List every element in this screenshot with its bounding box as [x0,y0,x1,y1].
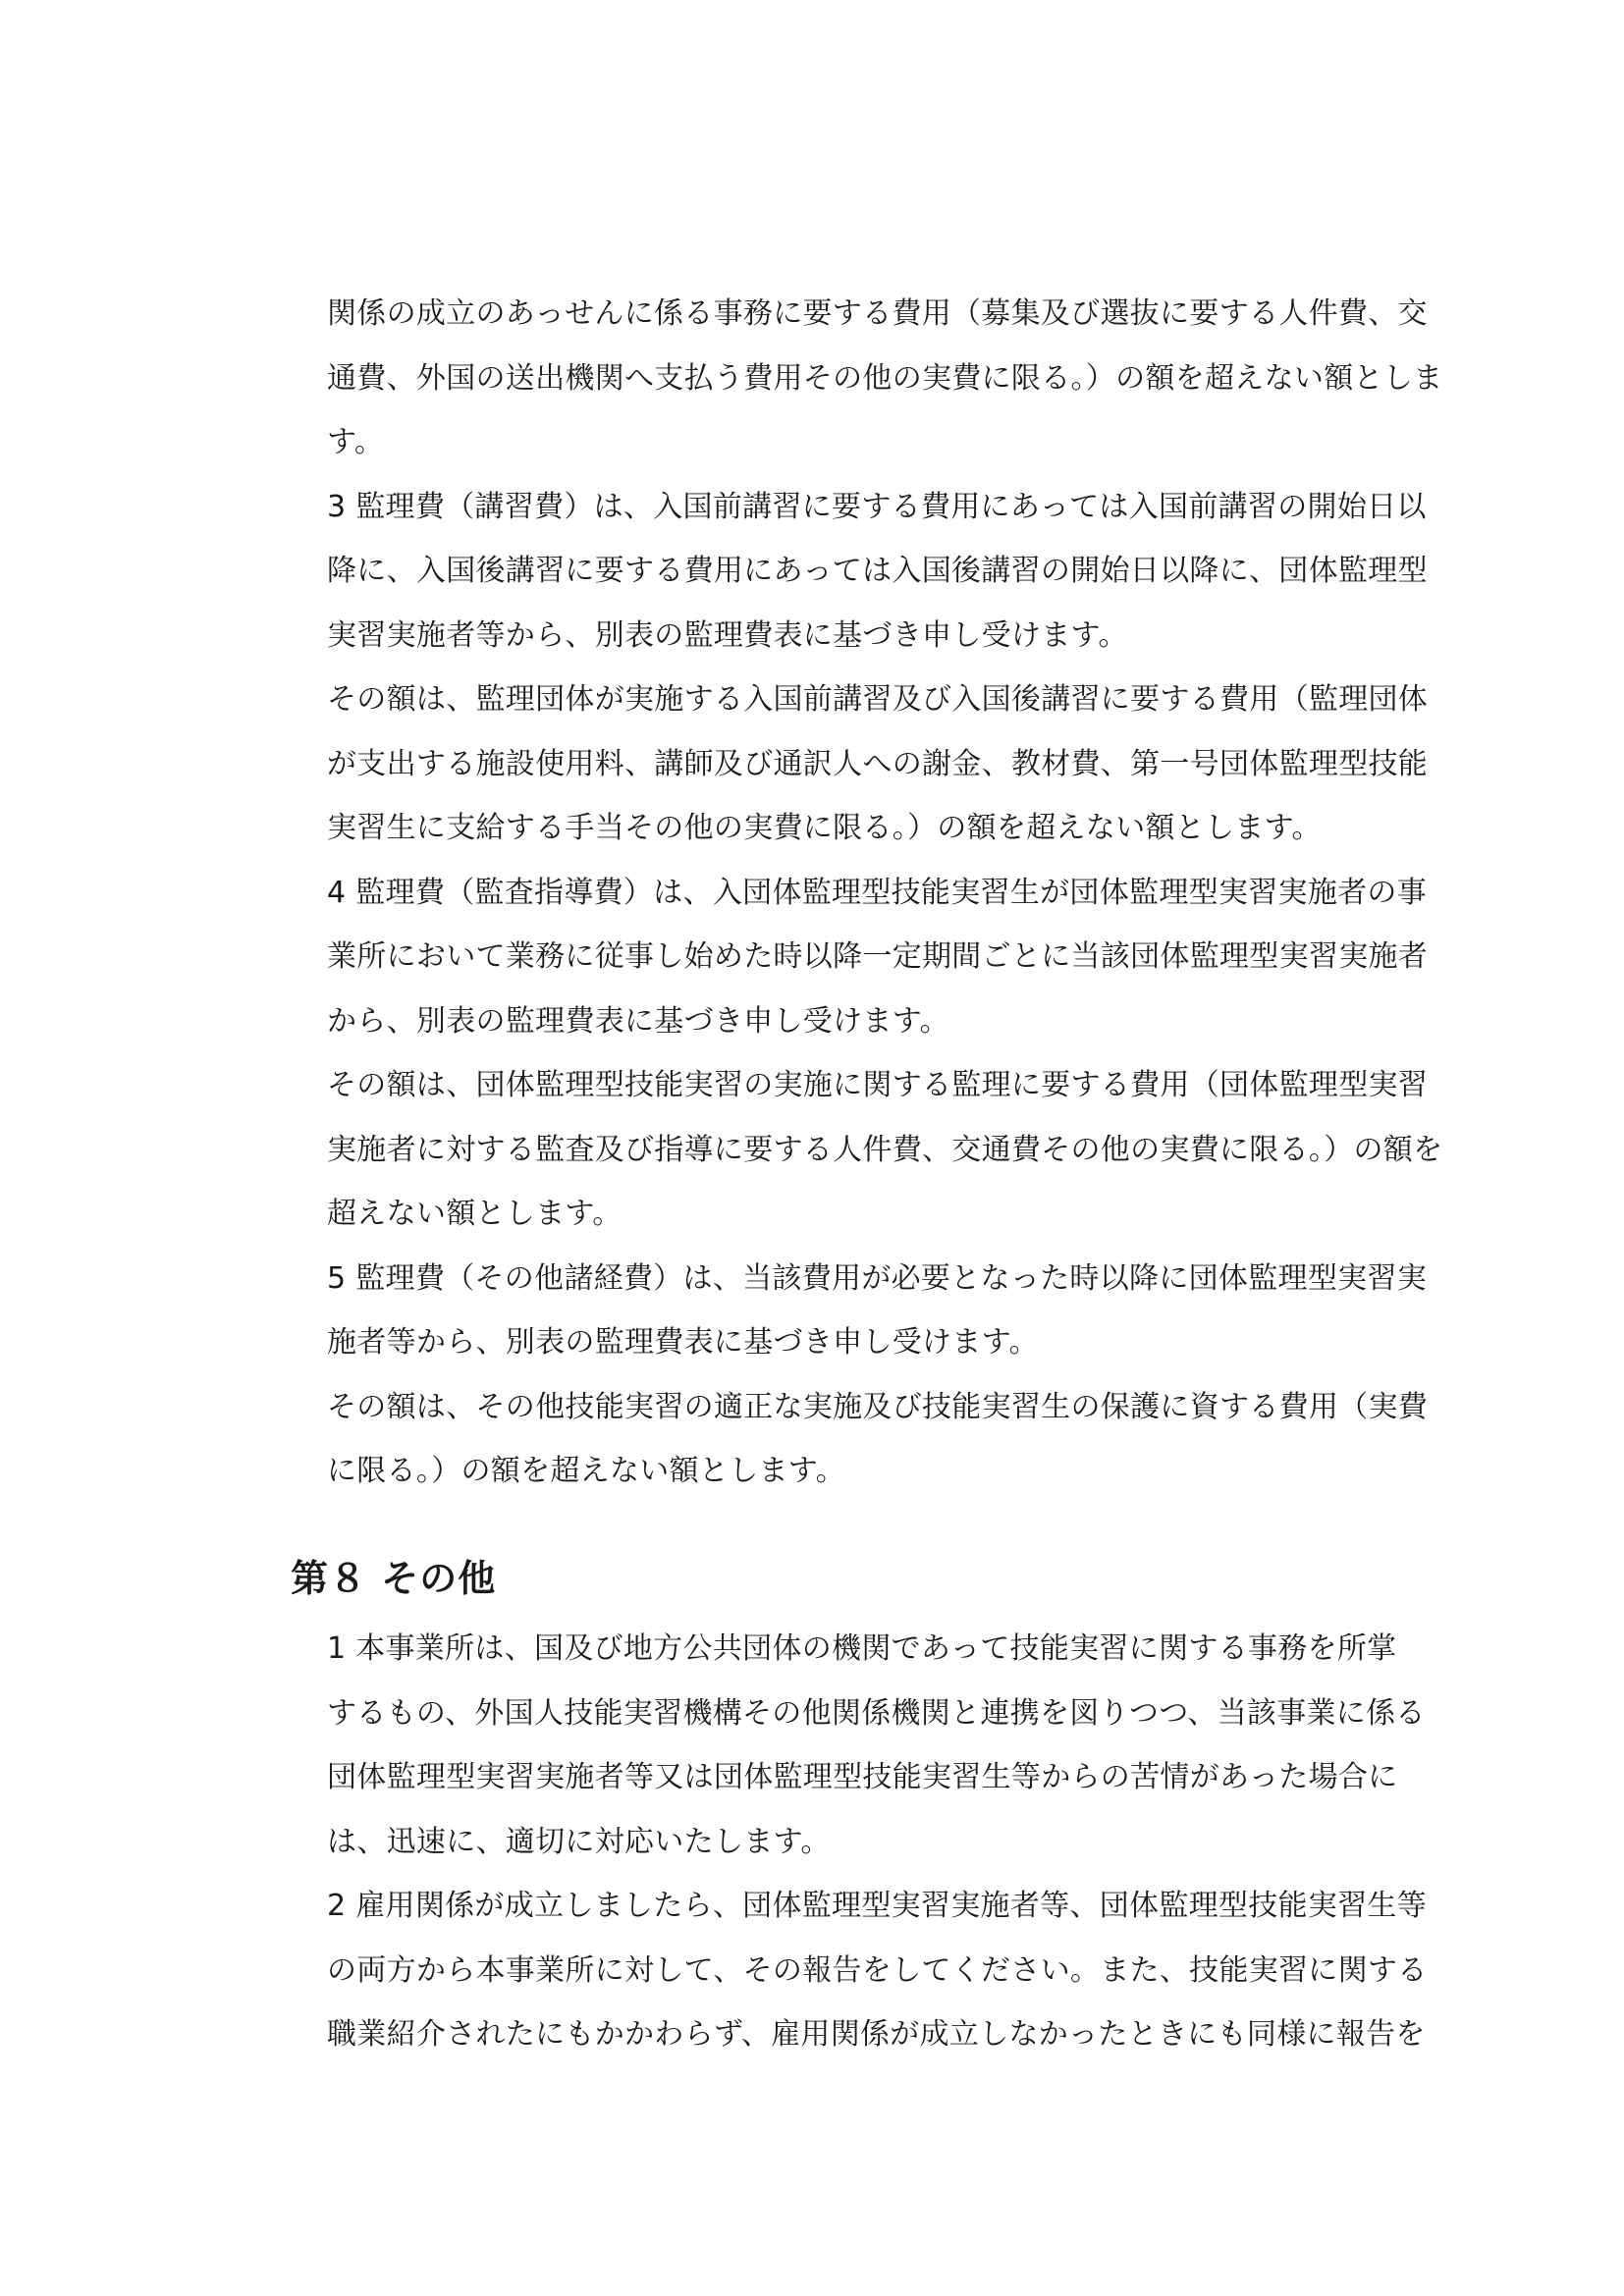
body-text-line: 業所において業務に従事し始めた時以降一定期間ごとに当該団体監理型実習実施者 [327,939,1429,974]
body-text-line: 関係の成立のあっせんに係る事務に要する費用（募集及び選抜に要する人件費、交 [327,296,1428,331]
body-text-line: 5 監理費（その他諸経費）は、当該費用が必要となった時以降に団体監理型実習実 [327,1261,1428,1296]
body-text-line: 超えない額とします。 [327,1197,623,1231]
body-text-line: 団体監理型実習実施者等又は団体監理型技能実習生等からの苦情があった場合に [327,1760,1398,1794]
body-text-line: 実施者に対する監査及び指導に要する人件費、交通費その他の実費に限る。）の額を [327,1133,1443,1167]
body-text-line: の両方から本事業所に対して、その報告をしてください。また、技能実習に関する [327,1953,1428,1988]
body-text-line: 施者等から、別表の監理費表に基づき申し受けます。 [327,1325,1039,1360]
body-text-line: 降に、入国後講習に要する費用にあっては入国後講習の開始日以降に、団体監理型 [327,554,1428,588]
body-text-line: す。 [327,425,385,459]
body-text-line: 実習実施者等から、別表の監理費表に基づき申し受けます。 [327,618,1128,653]
body-text-line: が支出する施設使用料、講師及び通訳人への謝金、教材費、第一号団体監理型技能 [327,747,1429,781]
body-text-line: 1 本事業所は、国及び地方公共団体の機関であって技能実習に関する事務を所掌 [327,1631,1397,1666]
section-heading: 第８ その他 [291,1557,497,1600]
body-text-line: その額は、その他技能実習の適正な実施及び技能実習生の保護に資する費用（実費 [327,1390,1429,1424]
body-text-line: は、迅速に、適切に対応いたします。 [327,1825,831,1859]
body-text-line: その額は、団体監理型技能実習の実施に関する監理に要する費用（団体監理型実習 [327,1068,1429,1102]
body-text-line: その額は、監理団体が実施する入国前講習及び入国後講習に要する費用（監理団体 [327,682,1429,717]
body-text-line: 4 監理費（監査指導費）は、入団体監理型技能実習生が団体監理型実習実施者の事 [327,876,1428,910]
body-text-line: 通費、外国の送出機関へ支払う費用その他の実費に限る。）の額を超えない額としま [327,361,1443,396]
body-text-line: に限る。）の額を超えない額とします。 [327,1454,845,1488]
body-text-line: から、別表の監理費表に基づき申し受けます。 [327,1004,949,1039]
body-text-line: 3 監理費（講習費）は、入国前講習に要する費用にあっては入国前講習の開始日以 [327,490,1427,524]
body-text-line: 2 雇用関係が成立しましたら、団体監理型実習実施者等、団体監理型技能実習生等 [327,1889,1428,1923]
body-text-line: 職業紹介されたにもかかわらず、雇用関係が成立しなかったときにも同様に報告を [327,2017,1426,2052]
body-text-line: するもの、外国人技能実習機構その他関係機関と連携を図りつつ、当該事業に係る [327,1696,1426,1731]
body-text-line: 実習生に支給する手当その他の実費に限る。）の額を超えない額とします。 [327,811,1322,845]
